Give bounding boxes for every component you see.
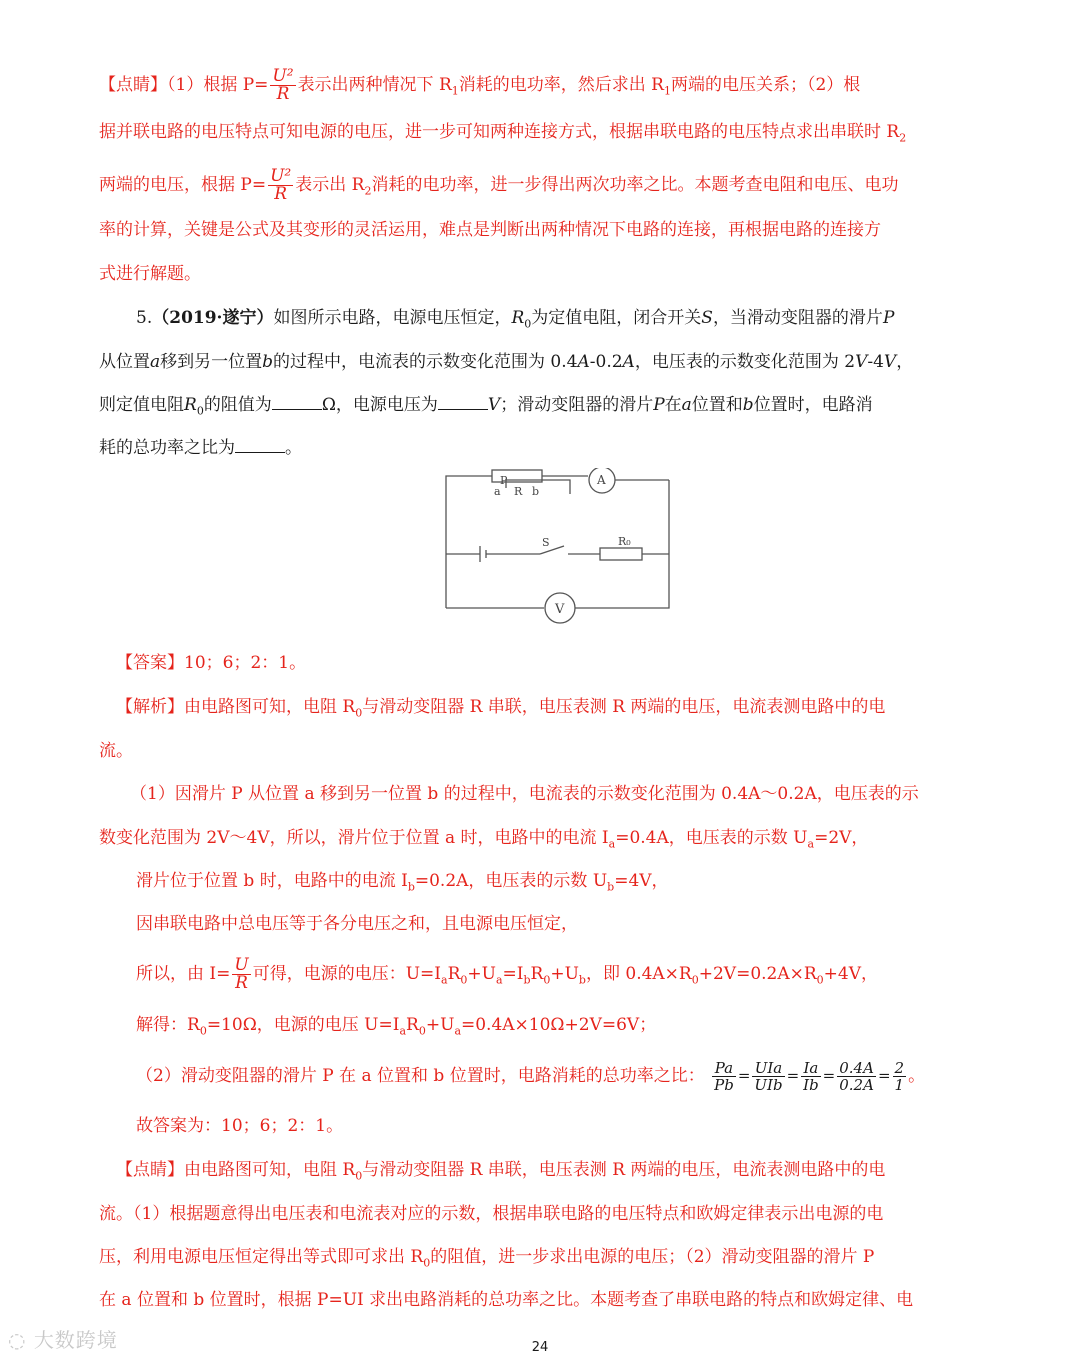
page-number: 24	[531, 1340, 549, 1355]
watermark-icon: ◌	[8, 1328, 27, 1352]
label-r: R	[514, 485, 523, 498]
dianjing-2-line-4: 在 a 位置和 b 位置时，根据 P=UI 求出电路消耗的总功率之比。本题考查了串联电路的特点和欧姆定律、电	[99, 1290, 914, 1310]
analysis-line-5: 滑片位于位置 b 时，电路中的电流 $I_b=0.2A$，电压表的示数 $U_b=4V$，	[136, 871, 669, 894]
answer-blank-2[interactable]	[438, 393, 488, 410]
analysis-line-4: 数变化范围为 2V～4V，所以，滑片位于位置 a 时，电路中的电流 $I_a=0.4A$，电压表的示数 $U_a=2V$，	[99, 828, 869, 851]
question-5-line-4: 耗的总功率之比为 。	[99, 438, 302, 458]
analysis-line-10: 故答案为：10；6；2：1。	[136, 1116, 344, 1136]
analysis-line-6: 因串联电路中总电压等于各分电压之和，且电源电压恒定，	[136, 914, 578, 934]
resistor-r0	[600, 548, 642, 560]
dianjing-2-line-1: 【点睛】由电路图可知，电阻 $R_0$与滑动变阻器 R 串联，电压表测 R 两端的电压，电流表测电路中的电	[116, 1160, 886, 1183]
question-5-line-1: 5.（2019·遂宁）如图所示电路，电源电压恒定，$R_0$为定值电阻，闭合开关S，当滑动变阻器的滑片P	[136, 308, 895, 331]
answer-blank-1[interactable]	[272, 393, 322, 410]
question-5-line-2: 从位置a移到另一位置b的过程中，电流表的示数变化范围为 0.4A-0.2A，电压表的示数变化范围为 2V-4V，	[99, 352, 914, 372]
label-a: a	[494, 485, 501, 498]
fraction-u-over-r: $\frac{U}{R}$	[234, 955, 249, 993]
wire-bottom-right	[575, 554, 669, 608]
label-r0: R₀	[618, 535, 631, 548]
analysis-line-9: （2）滑动变阻器的滑片 P 在 a 位置和 b 位置时，电路消耗的总功率之比： $\frac{Pa}{Pb}$ = $\frac{\text{UIa}}{\text{UIb}}$ = $\frac{Ia}{Ib}$ = $\frac{0.4A}{0.2A}$ = $\frac{2}{1}$ 。	[136, 1059, 926, 1094]
dianjing-2-line-3: 压，利用电源电压恒定得出等式即可求出 $R_0$的阻值，进一步求出电源的电压；（2）滑动变阻器的滑片 P	[99, 1247, 875, 1270]
question-5-line-3: 则定值电阻$R_0$的阻值为 Ω，电源电压为 V；滑动变阻器的滑片P在a位置和b位置时，电路消	[99, 395, 873, 418]
power-ratio-equation: $\frac{Pa}{Pb}$ = $\frac{\text{UIa}}{\text{UIb}}$ = $\frac{Ia}{Ib}$ = $\frac{0.4A}{0.2A}$ = $\frac{2}{1}$	[714, 1059, 905, 1094]
analysis-line-7: 所以，由 I= $\frac{U}{R}$ 可得，电源的电压：$U=I_aR_0+U_a=I_bR_0+U_b$，即 $0.4A\times R_0+2V=0.2A\times R_0+4V$，	[136, 955, 879, 993]
label-switch: S	[542, 536, 550, 549]
dianjing-2-line-2: 流。（1）根据题意得出电压表和电流表对应的示数，根据串联电路的电压特点和欧姆定律表示出电源的电	[99, 1204, 884, 1224]
dianjing-1-line-3: 两端的电压，根据 P= $\frac{\text{U²}}{R}$ 表示出 $R_2$消耗的电功率，进一步得出两次功率之比。本题考查电阻和电压、电功	[99, 166, 899, 204]
dianjing-1-line-1: 【点睛】（1）根据 P= $\frac{\text{U²}}{R}$ 表示出两种情况下 $R_1$消耗的电功率，然后求出 $R_1$两端的电压关系；（2）根	[99, 66, 861, 104]
label-voltmeter: V	[555, 602, 565, 617]
label-b: b	[532, 485, 540, 498]
answer-line: 【答案】10；6；2：1。	[116, 653, 307, 673]
analysis-line-3: （1）因滑片 P 从位置 a 移到另一位置 b 的过程中，电流表的示数变化范围为 0.4A～0.2A，电压表的示	[130, 784, 919, 804]
analysis-line-8: 解得：$R_0=10\Omega$，电源的电压 $U=I_aR_0+U_a=0.4A\times 10\Omega+2V=6V$；	[136, 1015, 657, 1038]
fraction-u2-over-r: $\frac{\text{U²}}{R}$	[270, 166, 292, 204]
fraction-u2-over-r: $\frac{\text{U²}}{R}$	[272, 66, 294, 104]
label-ammeter: A	[597, 473, 606, 487]
analysis-line-1: 【解析】由电路图可知，电阻 $R_0$与滑动变阻器 R 串联，电压表测 R 两端的电压，电流表测电路中的电	[116, 697, 886, 720]
dianjing-1-line-2: 据并联电路的电压特点可知电源的电压，进一步可知两种连接方式，根据串联电路的电压特点求出串联时 $R_2$	[99, 122, 907, 145]
wire-top-left	[446, 476, 492, 500]
analysis-line-2: 流。	[99, 741, 133, 761]
dianjing-1-line-5: 式进行解题。	[99, 264, 201, 284]
answer-blank-3[interactable]	[235, 436, 285, 453]
dianjing-1-line-4: 率的计算，关键是公式及其变形的灵活运用，难点是判断出两种情况下电路的连接，再根据电路的连接方	[99, 220, 881, 240]
watermark: ◌ 大数跨境	[8, 1328, 118, 1352]
circuit-diagram	[436, 468, 676, 628]
label-p: P	[500, 474, 508, 487]
